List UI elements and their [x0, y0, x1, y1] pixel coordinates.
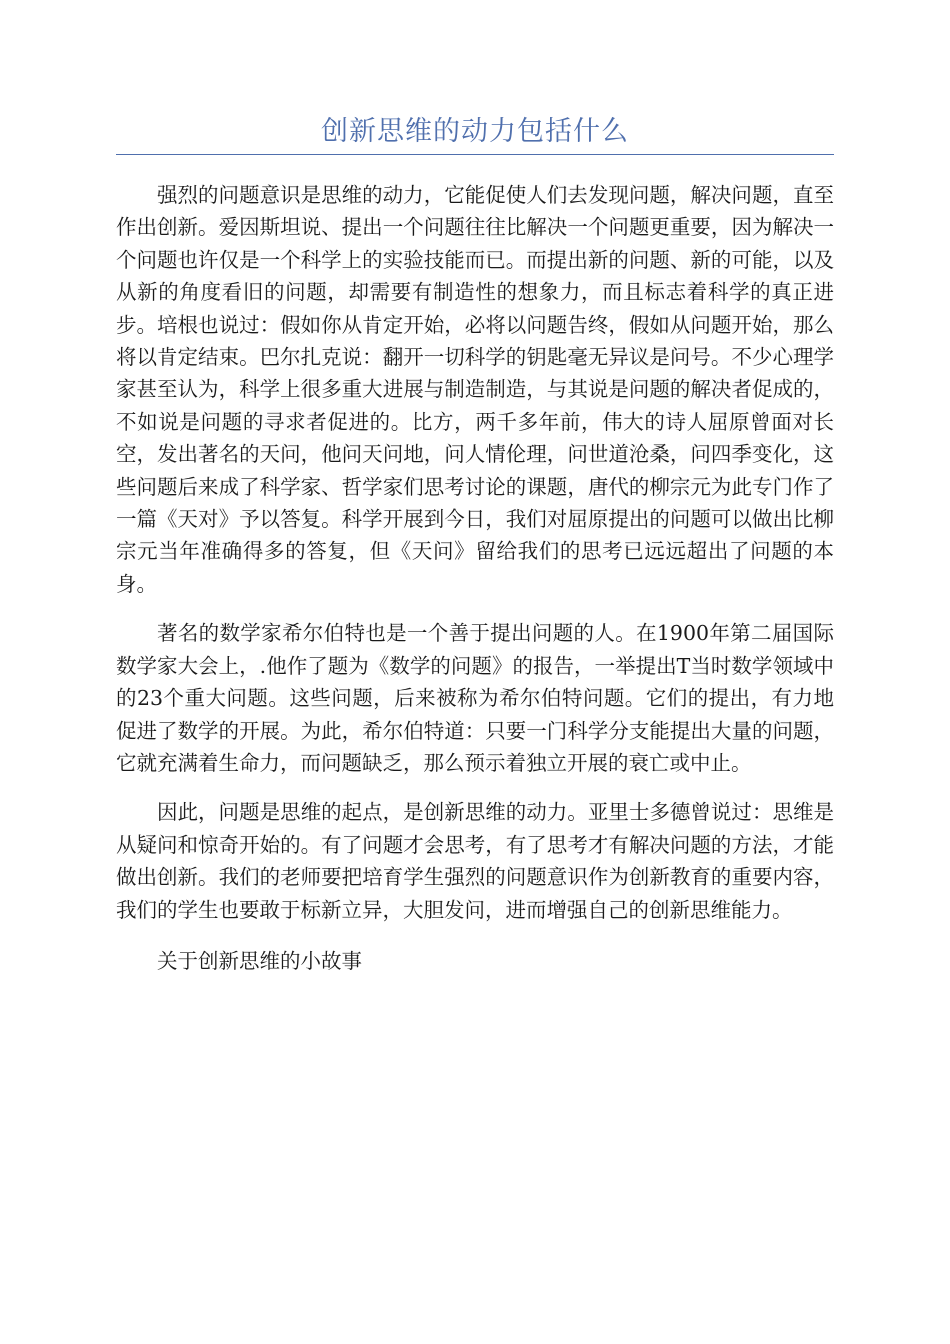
document-body: [116, 179, 834, 977]
paragraph-hilbert: 著名的数学家希尔伯特也是一个善于提出问题的人。在1900年第二届国际数学家大会上，.他作了题为《数学的问题》的报告，一举提出T当时数学领域中的23个重大问题。这些问题，后来被称为希尔伯特问题。它们的提出，有力地促进了数学的开展。为此，希尔伯特道：只要一门科学分支能提出大量的问题，它就充满着生命力，而问题缺乏，那么预示着独立开展的衰亡或中止。: [116, 621, 834, 775]
page-title: 创新思维的动力包括什么: [321, 116, 629, 147]
paragraph-conclusion: 因此，问题是思维的起点，是创新思维的动力。亚里士多德曾说过：思维是从疑问和惊奇开始的。有了问题才会思考，有了思考才有解决问题的方法，才能做出创新。我们的老师要把培育学生强烈的问题意识作为创新教育的重要内容，我们的学生也要敢于标新立异，大胆发问，进而增强自己的创新思维能力。: [116, 800, 834, 922]
title-underline-rule: [116, 154, 834, 155]
paragraph-problem-awareness: 强烈的问题意识是思维的动力，它能促使人们去发现问题，解决问题，直至作出创新。爱因斯坦说、提出一个问题往往比解决一个问题更重要，因为解决一个问题也许仅是一个科学上的实验技能而已。而提出新的问题、新的可能，以及从新的角度看旧的问题，却需要有制造性的想象力，而且标志着科学的真正进步。培根也说过：假如你从肯定开始，必将以问题告终，假如从问题开始，那么将以肯定结束。巴尔扎克说：翻开一切科学的钥匙毫无异议是问号。不少心理学家甚至认为，科学上很多重大进展与制造制造，与其说是问题的解决者促成的，不如说是问题的寻求者促进的。比方，两千多年前，伟大的诗人屈原曾面对长空，发出著名的天问，他问天问地，问人情伦理，问世道沧桑，问四季变化，这些问题后来成了科学家、哲学家们思考讨论的课题，唐代的柳宗元为此专门作了一篇《天对》予以答复。科学开展到今日，我们对屈原提出的问题可以做出比柳宗元当年准确得多的答复，但《天问》留给我们的思考已远远超出了问题的本身。: [116, 183, 834, 596]
section-heading: 关于创新思维的小故事: [157, 948, 362, 973]
